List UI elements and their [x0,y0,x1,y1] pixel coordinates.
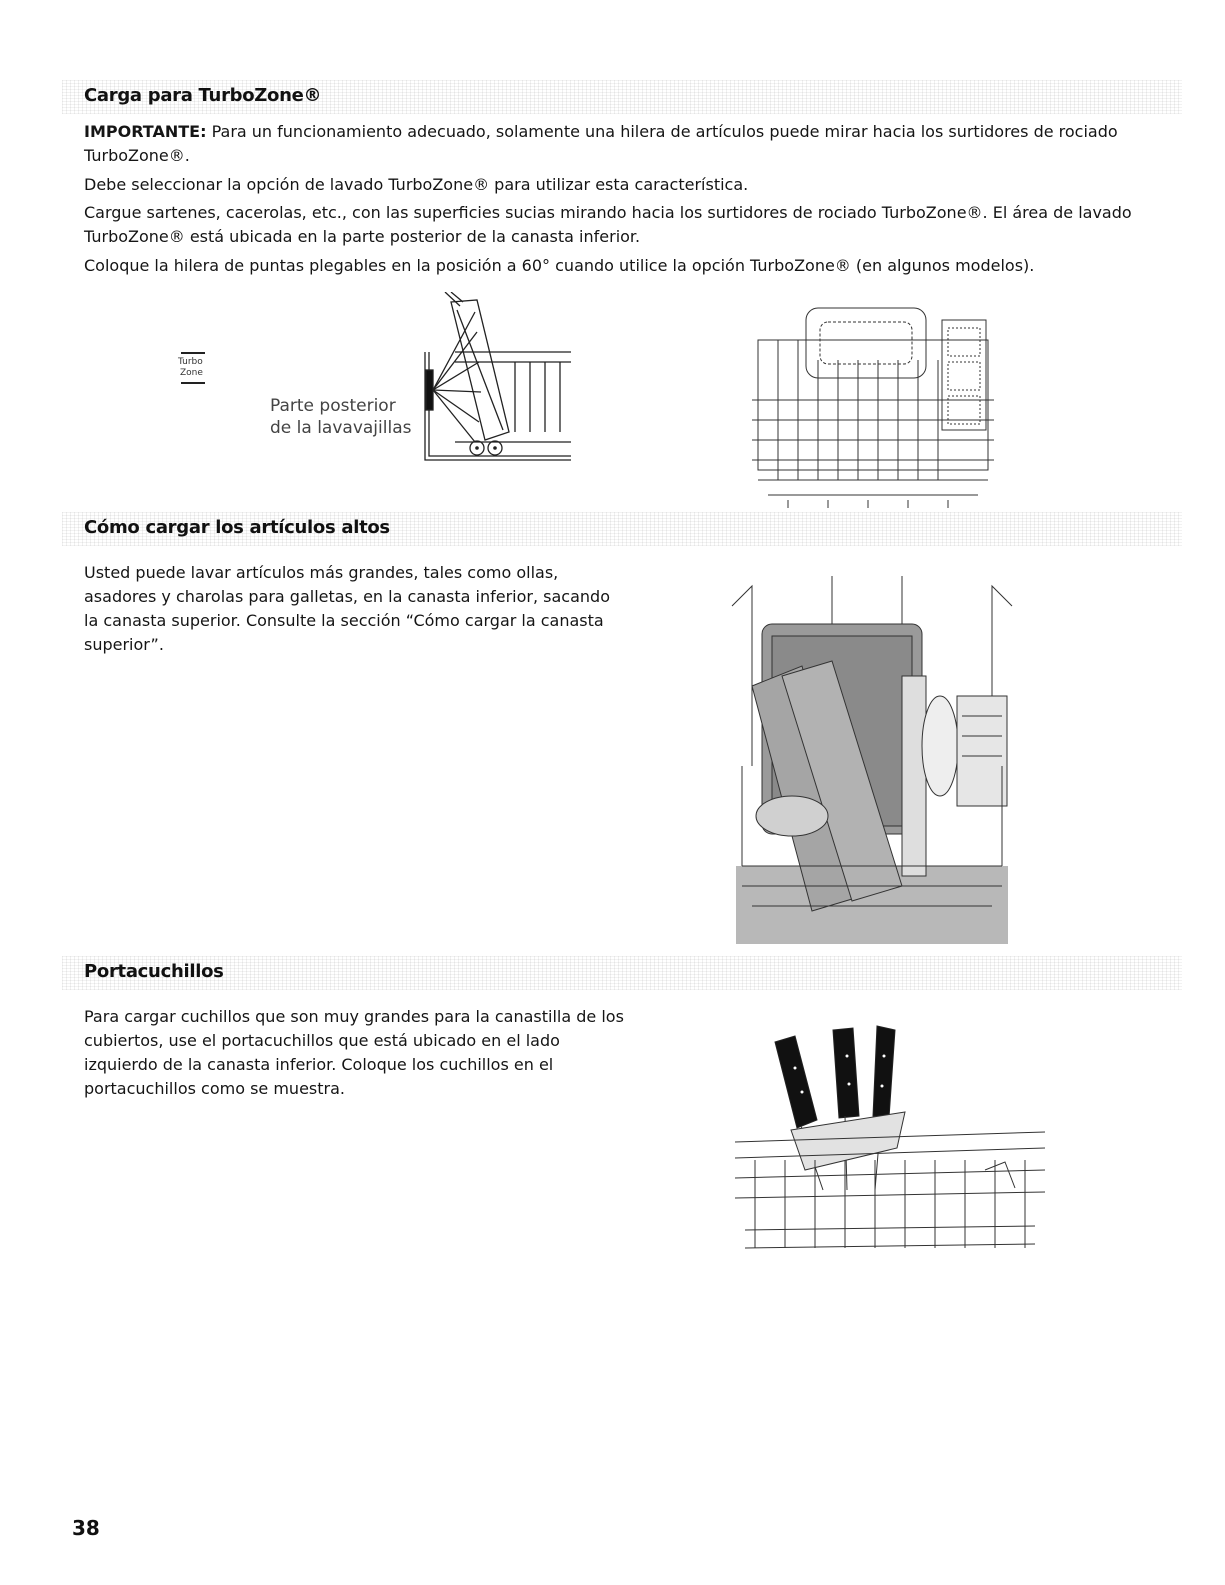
turbozone-symbol [175,352,215,402]
turbozone-side-diagram [415,292,575,468]
section-title: Portacuchillos [84,961,224,982]
diagram-caption-line1: Parte posterior [270,396,396,416]
paragraph-select-option: Debe seleccionar la opción de lavado TurboZone® para utilizar esta característica. [84,175,749,194]
section-header-tall-items [62,512,1182,546]
paragraph-importante [84,120,1154,168]
section-header-turbozone [62,80,1182,114]
paragraph-tines: Coloque la hilera de puntas plegables en la posición a 60° cuando utilice la opción TurboZone® (en algunos modelos). [84,256,1035,275]
knife-holder-illustration [735,1020,1045,1252]
diagram-caption-line2: de la lavavajillas [270,418,412,438]
paragraph-tall-items: Usted puede lavar artículos más grandes, tales como ollas, asadores y charolas para galletas, en la canasta inferior, sacando la canasta superior. Consulte la sección “Cómo cargar la canasta superior”. [84,563,610,654]
section-title: Cómo cargar los artículos altos [84,517,390,538]
section-title: Carga para TurboZone® [84,85,322,106]
paragraph-knife-holder: Para cargar cuchillos que son muy grandes para la canastilla de los cubiertos, use el portacuchillos que está ubicado en el lado izquierdo de la canasta inferior. Coloque los cuchillos en el portacuchillos como se muestra. [84,1007,624,1098]
page-number: 38 [72,1516,100,1540]
turbozone-symbol-line1: Turbo [178,357,203,367]
lower-rack-illustration [748,300,998,510]
paragraph-load-pans: Cargue sartenes, cacerolas, etc., con las superficies sucias mirando hacia los surtidores de rociado TurboZone®. El área de lavado TurboZone® está ubicada en la parte posterior de la canasta inferior. [84,203,1132,246]
tall-items-rack-illustration [722,566,1022,946]
paragraph-text: Para un funcionamiento adecuado, solamente una hilera de artículos puede mirar hacia los surtidores de rociado TurboZone®. [84,122,1118,165]
turbozone-symbol-line2: Zone [180,368,203,378]
importante-label: IMPORTANTE: [84,122,207,141]
section-header-knife-holder [62,956,1182,990]
